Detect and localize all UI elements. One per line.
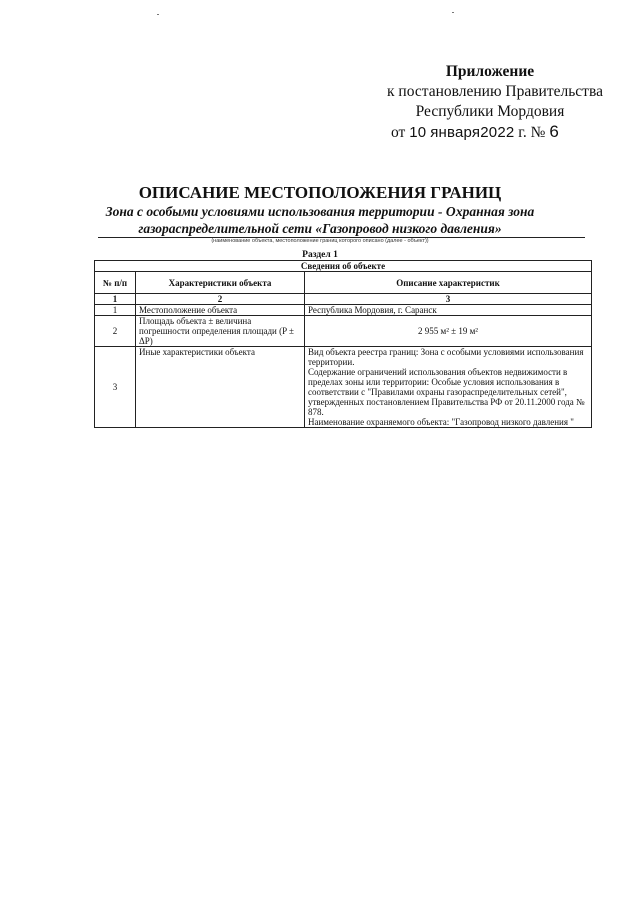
row-description: Республика Мордовия, г. Саранск [305, 305, 592, 316]
description-line: Наименование охраняемого объекта: "Газопровод низкого давления " [308, 417, 574, 427]
object-info-table [94, 260, 592, 428]
row-num: 1 [95, 305, 136, 316]
date-month-year: января2022 [430, 124, 515, 141]
table-caption: Сведения об объекте [95, 261, 592, 272]
scan-speck [157, 14, 159, 15]
header-characteristic: Характеристики объекта [136, 272, 305, 294]
date-suffix: г. № [518, 124, 546, 141]
decree-number: 6 [549, 122, 559, 141]
header-num: № п/п [95, 272, 136, 294]
description-line: Вид объекта реестра границ: Зона с особыми условиями использования территории. [308, 347, 584, 367]
table-row [95, 347, 592, 428]
column-number: 2 [136, 294, 305, 305]
table-row [95, 305, 592, 316]
appendix-line2: Республики Мордовия [415, 103, 565, 120]
date-prefix: от [391, 124, 406, 141]
table-row [95, 316, 592, 347]
row-description: 2 955 м² ± 19 м² [305, 316, 592, 347]
row-characteristic: Площадь объекта ± величина погрешности определения площади (P ± ΔP) [136, 316, 305, 347]
appendix-block [360, 62, 620, 143]
object-name-hint: (наименование объекта, местоположение границ которого описано (далее - объект)) [211, 238, 429, 244]
document-subtitle [60, 203, 580, 237]
row-characteristic: Иные характеристики объекта [136, 347, 305, 428]
document-title: ОПИСАНИЕ МЕСТОПОЛОЖЕНИЯ ГРАНИЦ [138, 183, 502, 202]
subtitle-line1: Зона с особыми условиями использования территории - Охранная зона [105, 204, 535, 219]
description-line: Содержание ограничений использования объектов недвижимости в пределах зоны или территории: Особые условия использования в соответствии с "Правилами охраны газораспределительных сетей", утвержденных постановлением Правительства РФ от 20.11.2000 года № 878. [308, 367, 585, 417]
row-num: 2 [95, 316, 136, 347]
row-num: 3 [95, 347, 136, 428]
header-description: Описание характеристик [305, 272, 592, 294]
row-characteristic: Местоположение объекта [136, 305, 305, 316]
column-number: 3 [305, 294, 592, 305]
appendix-date-line [330, 122, 620, 143]
date-day: 10 [409, 124, 427, 141]
appendix-title: Приложение [445, 63, 535, 80]
section-heading: Раздел 1 [302, 250, 338, 260]
scan-speck [452, 12, 454, 13]
appendix-line1: к постановлению Правительства [387, 83, 603, 100]
column-number: 1 [95, 294, 136, 305]
row-description [305, 347, 592, 428]
subtitle-line2: газораспределительной сети «Газопровод низкого давления» [138, 221, 502, 236]
